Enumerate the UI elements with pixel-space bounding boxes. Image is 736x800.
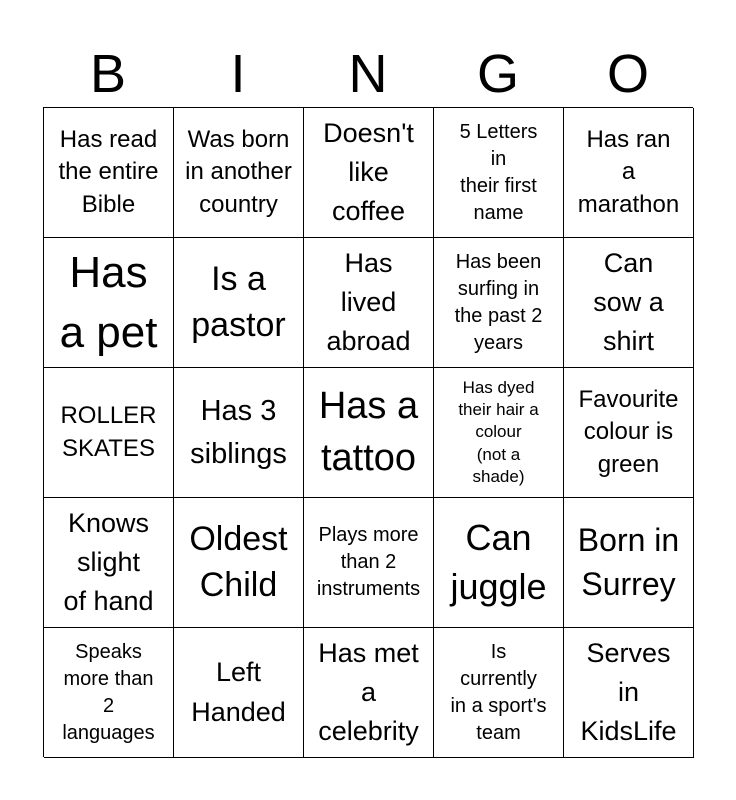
bingo-grid [43, 107, 693, 757]
cell-text: 5 Letters in their first name [459, 120, 538, 224]
bingo-cell-r1c1[interactable] [44, 108, 174, 238]
bingo-cell-r1c3[interactable] [304, 108, 434, 238]
cell-text: Is currently in a sport's team [450, 640, 547, 744]
bingo-header [43, 40, 693, 108]
header-letter-n: N [348, 44, 388, 104]
bingo-cell-r4c3[interactable] [304, 498, 434, 628]
cell-text: Has read the entire Bible [58, 125, 159, 218]
cell-text: Knows slight of hand [63, 507, 154, 617]
cell-text: Oldest Child [189, 519, 288, 604]
cell-text: Has a tattoo [318, 385, 419, 479]
bingo-cell-r3c4[interactable] [434, 368, 564, 498]
bingo-cell-r4c5[interactable] [564, 498, 694, 628]
header-letter-o: O [606, 44, 649, 104]
bingo-cell-r4c1[interactable] [44, 498, 174, 628]
bingo-cell-r1c2[interactable] [174, 108, 304, 238]
bingo-cell-r4c2[interactable] [174, 498, 304, 628]
header-letter-b: B [89, 44, 127, 104]
cell-text: Favourite colour is green [578, 385, 679, 478]
bingo-cell-r1c5[interactable] [564, 108, 694, 238]
bingo-cell-r1c4[interactable] [434, 108, 564, 238]
bingo-cell-r3c1[interactable] [44, 368, 174, 498]
cell-text: Left Handed [191, 657, 286, 727]
header-letter-i: I [230, 44, 246, 104]
cell-text: Has ran a marathon [577, 125, 680, 218]
cell-text: Has met a celebrity [318, 637, 419, 747]
bingo-cell-r5c2[interactable] [174, 628, 304, 758]
bingo-cell-r2c5[interactable] [564, 238, 694, 368]
cell-text: Doesn't like coffee [323, 117, 414, 227]
bingo-cell-r4c4[interactable] [434, 498, 564, 628]
bingo-cell-r3c2[interactable] [174, 368, 304, 498]
bingo-cell-r5c5[interactable] [564, 628, 694, 758]
cell-text: Has 3 siblings [190, 395, 287, 470]
bingo-cell-r2c2[interactable] [174, 238, 304, 368]
cell-text: Can juggle [450, 516, 547, 607]
bingo-cell-r5c1[interactable] [44, 628, 174, 758]
cell-text: Can sow a shirt [593, 247, 664, 357]
cell-text: Has been surfing in the past 2 years [454, 250, 543, 354]
cell-text: Serves in KidsLife [580, 637, 677, 747]
cell-text: Has lived abroad [326, 247, 411, 357]
bingo-cell-r5c3[interactable] [304, 628, 434, 758]
bingo-cell-r2c4[interactable] [434, 238, 564, 368]
bingo-cell-r3c3[interactable] [304, 368, 434, 498]
cell-text: Was born in another country [185, 125, 292, 218]
cell-text: Has a pet [59, 248, 158, 357]
cell-text: Plays more than 2 instruments [316, 524, 421, 600]
bingo-cell-r2c3[interactable] [304, 238, 434, 368]
cell-text: Speaks more than 2 languages [62, 640, 155, 744]
cell-text: ROLLER SKATES [60, 402, 157, 462]
cell-text: Born in Surrey [577, 522, 680, 602]
header-letter-g: G [476, 44, 519, 104]
bingo-cell-r3c5[interactable] [564, 368, 694, 498]
bingo-cell-r2c1[interactable] [44, 238, 174, 368]
bingo-cell-r5c4[interactable] [434, 628, 564, 758]
cell-text: Has dyed their hair a colour (not a shade) [458, 378, 539, 486]
cell-text: Is a pastor [191, 259, 286, 344]
